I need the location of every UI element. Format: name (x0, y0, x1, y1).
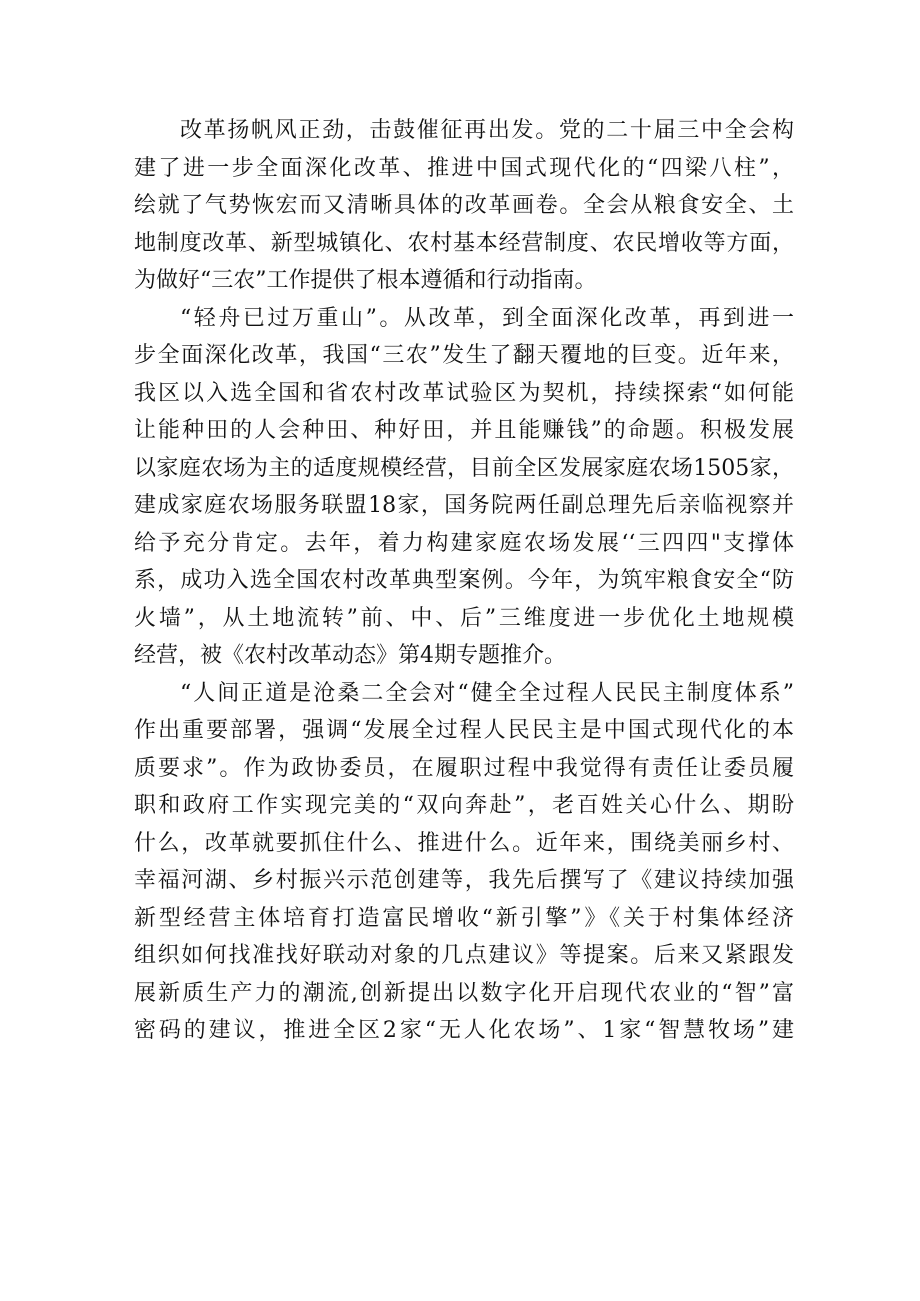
text-line: 经营，被《农村改革动态》第4期专题推介。 (134, 643, 566, 668)
text-line: 改革扬帆风正劲，击鼓催征再出发。党的二十届三中全会构 (180, 118, 794, 143)
text-line: 什么，改革就要抓住什么、推进什么。近年来，围绕美丽乡村、 (134, 830, 794, 856)
paragraph-rural-reform (134, 300, 794, 675)
text-line: 为做好“三农”工作提供了根本遵循和行动指南。 (134, 268, 597, 293)
text-line: 以家庭农场为主的适度规模经营，目前全区发展家庭农场1505家， (134, 455, 794, 481)
text-line: 给予充分肯定。去年，着力构建家庭农场发展‘‘三四四"支撑体 (134, 530, 794, 556)
text-line: 质要求”。作为政协委员，在履职过程中我觉得有责任让委员履 (134, 755, 794, 781)
text-line: 组织如何找准找好联动对象的几点建议》等提案。后来又紧跟发 (134, 943, 794, 968)
text-line: 幸福河湖、乡村振兴示范创建等，我先后撰写了《建议持续加强 (134, 868, 794, 893)
text-line: 火墙”，从土地流转”前、中、后”三维度进一步优化土地规模 (134, 605, 794, 631)
text-line: 系，成功入选全国农村改革典型案例。今年，为筑牢粮食安全“防 (134, 568, 794, 593)
text-line: 绘就了气势恢宏而又清晰具体的改革画卷。全会从粮食安全、土 (134, 193, 794, 218)
text-line: 让能种田的人会种田、种好田，并且能赚钱”的命题。积极发展 (134, 418, 794, 443)
text-line: 职和政府工作实现完美的“双向奔赴”，老百姓关心什么、期盼 (134, 793, 794, 818)
text-line: 建了进一步全面深化改革、推进中国式现代化的“四梁八柱”， (134, 155, 794, 181)
paragraph-cppcc-duties (134, 675, 794, 1050)
document-body (134, 112, 794, 1050)
text-line: 密码的建议，推进全区2家“无人化农场”、1家“智慧牧场”建 (134, 1018, 794, 1043)
text-line: 新型经营主体培育打造富民增收“新引擎”》《关于村集体经济 (134, 905, 794, 931)
text-line: 地制度改革、新型城镇化、农村基本经营制度、农民增收等方面， (134, 230, 794, 256)
paragraph-reform-overview (134, 112, 794, 300)
text-line: 作出重要部署，强调“发展全过程人民民主是中国式现代化的本 (134, 718, 794, 743)
text-line: “轻舟已过万重山”。从改革，到全面深化改革，再到进一 (180, 305, 794, 331)
text-line: 建成家庭农场服务联盟18家，国务院两任副总理先后亲临视察并 (134, 493, 794, 518)
text-line: 展新质生产力的潮流,创新提出以数字化开启现代农业的“智”富 (134, 980, 794, 1006)
text-line: “人间正道是沧桑二全会对“健全全过程人民民主制度体系” (180, 680, 794, 706)
text-line: 步全面深化改革，我国“三农”发生了翻天覆地的巨变。近年来， (134, 343, 794, 368)
text-line: 我区以入选全国和省农村改革试验区为契机，持续探索“如何能 (134, 380, 794, 406)
